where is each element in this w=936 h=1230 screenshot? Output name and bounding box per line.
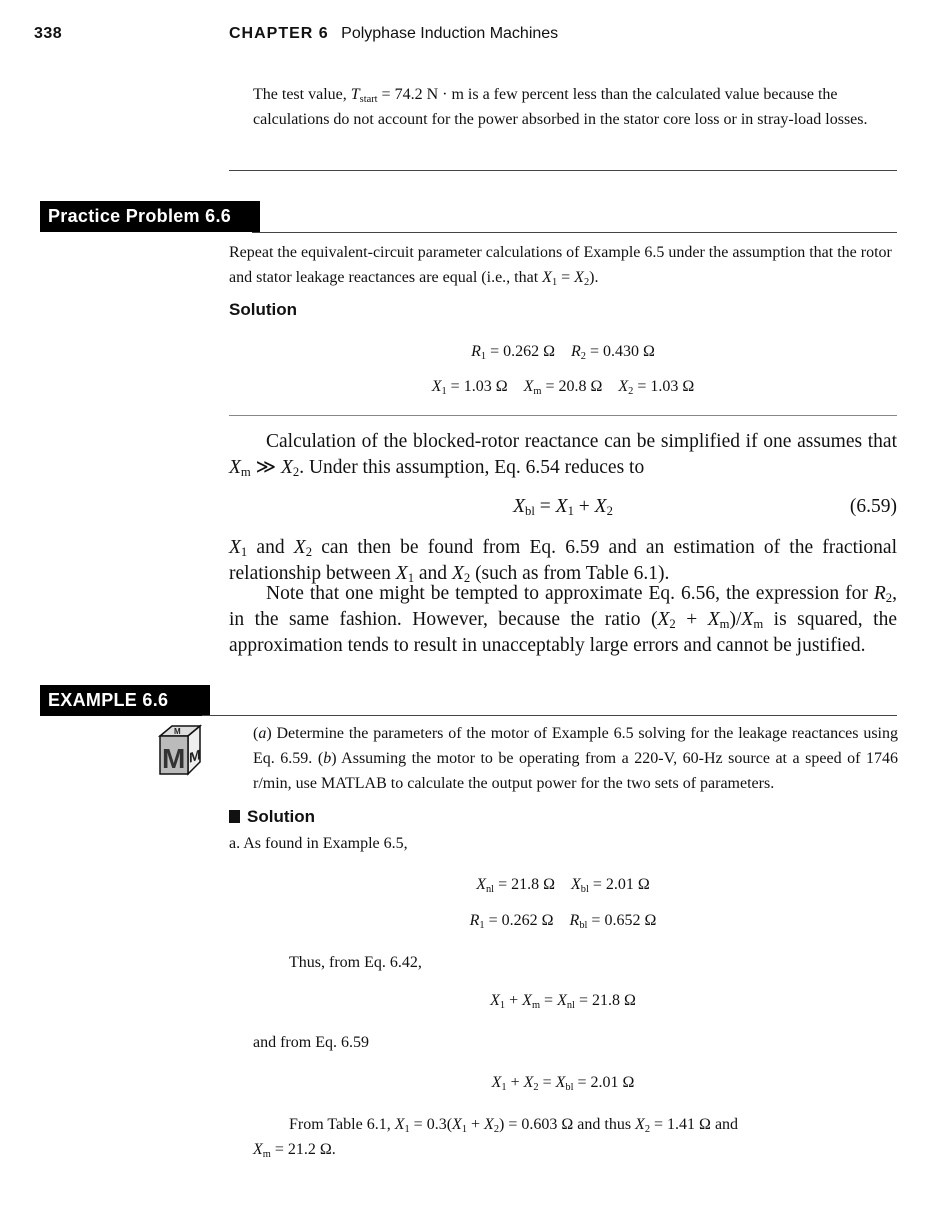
- example-statement: (a) Determine the parameters of the motor of Example 6.5 solving for the leakage reactances using Eq. 6.59. (b) Assuming the motor to be operating from a 220-V, 60-Hz source at a speed of 1746 r/min, use MATLAB to calculate the output power for the two sets of parameters.: [253, 725, 899, 792]
- body-paragraph-1: Calculation of the blocked-rotor reactance can be simplified if one assumes that $X_m$ ≫ $X_2$. Under this assumption, Eq. 6.54 reduces to: [229, 431, 897, 479]
- body-paragraph-2: $X_1$ and $X_2$ can then be found from Eq. 6.59 and an estimation of the fractional relationship between $X_1$ and $X_2$ (such as from Table 6.1).: [229, 537, 897, 585]
- example-eq-2: $R_1 = 0.262$ Ω $R_{bl} = 0.652$ Ω: [469, 912, 657, 931]
- matlab-cube-icon: [156, 724, 204, 781]
- example-solution-heading: Solution: [229, 807, 315, 827]
- example-thus-text: Thus, from Eq. 6.42,: [289, 954, 422, 971]
- equation-6-59: $X_{bl} = X_1 + X_2$ (6.59): [513, 496, 897, 518]
- equation-number: (6.59): [849, 496, 897, 517]
- page-number: 338: [34, 25, 63, 42]
- intro-paragraph: The test value, $T_{start} = 74.2$ N · m is a few percent less than the calculated value because the calculations do not account for the power absorbed in the stator core loss or in stray-load losses.: [253, 86, 868, 128]
- example-header: EXAMPLE 6.6: [40, 685, 210, 716]
- divider: [229, 170, 897, 171]
- example-eq-1: $X_{nl} = 21.8$ Ω $X_{bl} = 2.01$ Ω: [476, 876, 650, 895]
- svg-text:M: M: [162, 743, 186, 774]
- example-underline: [202, 715, 897, 716]
- body-paragraph-3: Note that one might be tempted to approximate Eq. 6.56, the expression for $R_2$, in the same fashion. However, because the ratio $(X_2 + X_m)/X_m$ is squared, the approximation tends to result in unacceptably large errors and cannot be justified.: [229, 583, 897, 656]
- svg-text:M: M: [174, 727, 181, 736]
- practice-problem-header: Practice Problem 6.6: [40, 201, 260, 232]
- example-eq-4: $X_1 + X_2 = X_{bl} = 2.01$ Ω: [491, 1074, 635, 1093]
- practice-problem-statement: Repeat the equivalent-circuit parameter calculations of Example 6.5 under the assumption that the rotor and stator leakage reactances are equal (i.e., that $X_1 = X_2$).: [229, 244, 892, 288]
- example-eq-3: $X_1 + X_m = X_{nl} = 21.8$ Ω: [490, 992, 636, 1011]
- chapter-label: CHAPTER 6: [229, 25, 329, 42]
- practice-equation-line-2: $X_1 = 1.03$ Ω $X_m = 20.8$ Ω $X_2 = 1.03$ Ω: [431, 378, 695, 397]
- practice-equation-line-1: $R_1 = 0.262$ Ω $R_2 = 0.430$ Ω: [471, 343, 655, 362]
- example-final-paragraph: From Table 6.1, $X_1 = 0.3(X_1 + X_2) = 0.603$ Ω and thus $X_2 = 1.41$ Ω and $X_m = 21.2$ Ω.: [253, 1116, 739, 1160]
- svg-text:M: M: [189, 747, 201, 767]
- divider: [229, 415, 897, 416]
- running-header: [229, 25, 558, 43]
- chapter-title: Polyphase Induction Machines: [341, 25, 559, 42]
- example-and-from-text: and from Eq. 6.59: [253, 1034, 369, 1051]
- example-step-a: a. As found in Example 6.5,: [229, 835, 408, 852]
- practice-solution-heading: Solution: [229, 300, 297, 319]
- practice-problem-underline: [252, 232, 897, 233]
- square-bullet-icon: [229, 810, 240, 823]
